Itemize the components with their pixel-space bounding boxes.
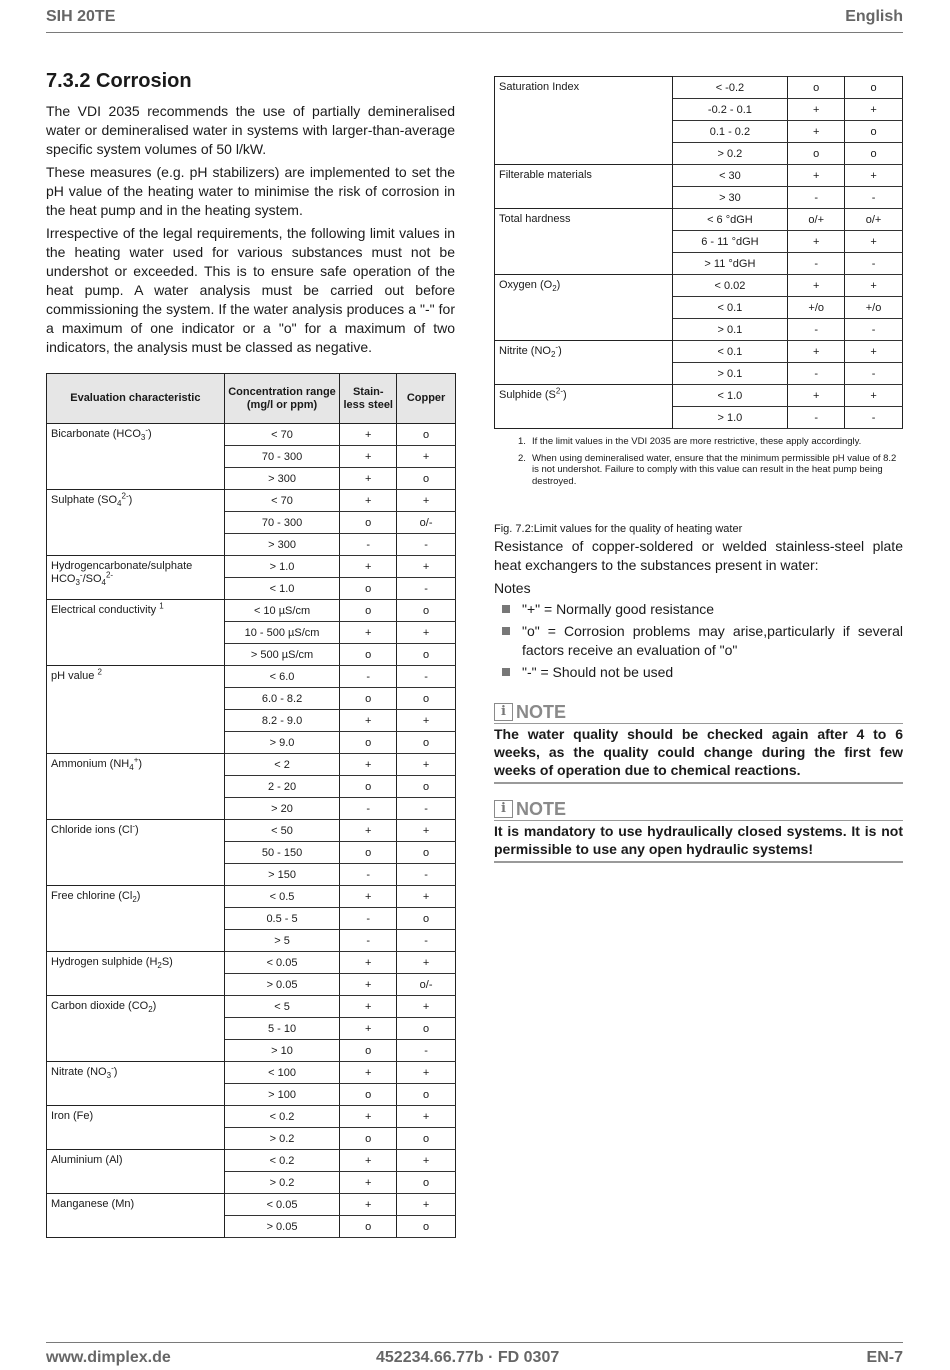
footnote: 1. If the limit values in the VDI 2035 are more restrictive, these apply accordingly. [518, 436, 862, 447]
stainless-steel-cell: - [340, 666, 397, 688]
stainless-steel-cell: + [788, 231, 845, 253]
characteristic-cell: Hydrogencarbonate/sulphate $HCO_3^-/SO_4^{2-}$ [47, 556, 225, 600]
concentration-cell: > 0.1 [672, 363, 788, 385]
concentration-cell: 70 - 300 [224, 446, 340, 468]
characteristic-cell: Sulphide $(S^{2-})$ [495, 385, 673, 429]
concentration-cell: < -0.2 [672, 77, 788, 99]
stainless-steel-cell: - [340, 534, 397, 556]
section-title: 7.3.2 Corrosion [46, 70, 192, 92]
characteristic-cell: Iron (Fe) [47, 1106, 225, 1150]
concentration-cell: > 0.05 [224, 1216, 340, 1238]
characteristic-cell: Manganese (Mn) [47, 1194, 225, 1238]
table-row [47, 556, 456, 578]
stainless-steel-cell: + [340, 996, 397, 1018]
stainless-steel-cell: + [340, 1194, 397, 1216]
copper-cell: + [397, 490, 456, 512]
footnote: 2. When using demineralised water, ensure that the minimum permissible pH value of 8.2 is not undershot. Failure to comply with this value can result in the heat pump being destroyed. [518, 452, 897, 487]
concentration-cell: < 100 [224, 1062, 340, 1084]
concentration-cell: > 0.2 [224, 1172, 340, 1194]
stainless-steel-cell: +/o [788, 297, 845, 319]
stainless-steel-cell: + [340, 1150, 397, 1172]
stainless-steel-cell: + [340, 886, 397, 908]
stainless-steel-cell: + [340, 468, 397, 490]
characteristic-cell: Filterable materials [495, 165, 673, 209]
copper-cell: o [397, 424, 456, 446]
concentration-cell: > 10 [224, 1040, 340, 1062]
concentration-cell: < 50 [224, 820, 340, 842]
stainless-steel-cell: o [340, 776, 397, 798]
copper-cell: + [845, 165, 903, 187]
stainless-steel-cell: - [340, 864, 397, 886]
concentration-cell: 0.1 - 0.2 [672, 121, 788, 143]
stainless-steel-cell: + [340, 820, 397, 842]
stainless-steel-cell: + [340, 556, 397, 578]
characteristic-cell: Electrical conductivity $^1$ [47, 600, 225, 666]
characteristic-cell: Nitrate $(NO_3^-)$ [47, 1062, 225, 1106]
concentration-cell: < 1.0 [672, 385, 788, 407]
copper-cell: - [397, 930, 456, 952]
copper-cell: o [397, 1172, 456, 1194]
right-text [494, 523, 903, 685]
stainless-steel-cell: + [340, 490, 397, 512]
concentration-cell: < 70 [224, 424, 340, 446]
stainless-steel-cell: + [340, 754, 397, 776]
copper-cell: - [397, 798, 456, 820]
copper-cell: + [397, 1194, 456, 1216]
copper-cell: o [845, 77, 903, 99]
copper-cell: + [397, 556, 456, 578]
copper-cell: - [845, 319, 903, 341]
stainless-steel-cell: o [340, 1216, 397, 1238]
concentration-cell: > 0.05 [224, 974, 340, 996]
stainless-steel-cell: + [340, 974, 397, 996]
col-header-stainless: Stain-less steel [340, 374, 397, 424]
table-row [495, 275, 903, 297]
concentration-cell: < 1.0 [224, 578, 340, 600]
concentration-cell: < 0.1 [672, 341, 788, 363]
copper-cell: o [397, 1084, 456, 1106]
stainless-steel-cell: + [788, 165, 845, 187]
copper-cell: o [397, 644, 456, 666]
page-footer [46, 1342, 903, 1369]
copper-cell: + [397, 820, 456, 842]
concentration-cell: > 0.2 [672, 143, 788, 165]
stainless-steel-cell: - [788, 253, 845, 275]
concentration-cell: > 9.0 [224, 732, 340, 754]
copper-cell: + [845, 275, 903, 297]
stainless-steel-cell: + [340, 1062, 397, 1084]
footer-page-number: EN-7 [866, 1349, 903, 1366]
table-row [495, 77, 903, 99]
concentration-cell: 6.0 - 8.2 [224, 688, 340, 710]
stainless-steel-cell: + [788, 121, 845, 143]
stainless-steel-cell: + [788, 341, 845, 363]
table-row [47, 886, 456, 908]
stainless-steel-cell: + [340, 1018, 397, 1040]
note-box [494, 702, 903, 784]
copper-cell: o [397, 776, 456, 798]
col-header-concentration: Concentration range (mg/l or ppm) [224, 374, 340, 424]
limit-values-table [46, 373, 456, 1238]
concentration-cell: 2 - 20 [224, 776, 340, 798]
stainless-steel-cell: o [340, 578, 397, 600]
note-text: It is mandatory to use hydraulically closed systems. It is not permissible to use any open hydraulic systems! [494, 821, 903, 863]
stainless-steel-cell: + [788, 385, 845, 407]
concentration-cell: > 30 [672, 187, 788, 209]
copper-cell: + [845, 99, 903, 121]
concentration-cell: < 70 [224, 490, 340, 512]
copper-cell: o [397, 1018, 456, 1040]
copper-cell: - [397, 534, 456, 556]
copper-cell: + [397, 886, 456, 908]
characteristic-cell: Saturation Index [495, 77, 673, 165]
page-header [46, 8, 903, 33]
concentration-cell: < 2 [224, 754, 340, 776]
copper-cell: o [397, 732, 456, 754]
copper-cell: - [397, 666, 456, 688]
stainless-steel-cell: + [788, 99, 845, 121]
left-column [46, 70, 455, 361]
stainless-steel-cell: + [340, 446, 397, 468]
characteristic-cell: Sulphate $(SO_4^{2-})$ [47, 490, 225, 556]
characteristic-cell: Ammonium $(NH_4^+)$ [47, 754, 225, 820]
stainless-steel-cell: - [340, 798, 397, 820]
concentration-cell: < 0.02 [672, 275, 788, 297]
note-heading: i NOTE [494, 702, 903, 724]
stainless-steel-cell: o [340, 842, 397, 864]
table-row [47, 424, 456, 446]
concentration-cell: 0.5 - 5 [224, 908, 340, 930]
stainless-steel-cell: o [340, 1084, 397, 1106]
footnotes [494, 436, 903, 492]
copper-cell: o [845, 121, 903, 143]
stainless-steel-cell: o [340, 644, 397, 666]
paragraph: The VDI 2035 recommends the use of partially demineralised water or demineralised water in systems with larger-than-average specific system volumes of 50 l/kW. [46, 103, 455, 157]
header-model: SIH 20TE [46, 8, 116, 25]
col-header-characteristic: Evaluation characteristic [47, 374, 225, 424]
note-text: The water quality should be checked again after 4 to 6 weeks, as the quality could change during the first few weeks of operation due to chemical reactions. [494, 724, 903, 784]
concentration-cell: < 10 µS/cm [224, 600, 340, 622]
characteristic-cell: Nitrite $(NO_2^-)$ [495, 341, 673, 385]
figure-caption: Fig. 7.2:Limit values for the quality of heating water [494, 523, 743, 535]
table-row [47, 1194, 456, 1216]
copper-cell: o [397, 1128, 456, 1150]
copper-cell: + [397, 1106, 456, 1128]
concentration-cell: > 1.0 [672, 407, 788, 429]
copper-cell: o [397, 1216, 456, 1238]
copper-cell: - [845, 187, 903, 209]
copper-cell: + [845, 341, 903, 363]
resistance-text: Resistance of copper-soldered or welded stainless-steel plate heat exchangers to the substances present in water: [494, 538, 903, 573]
concentration-cell: 10 - 500 µS/cm [224, 622, 340, 644]
copper-cell: + [845, 385, 903, 407]
concentration-cell: -0.2 - 0.1 [672, 99, 788, 121]
table-row [47, 754, 456, 776]
table-row [47, 820, 456, 842]
copper-cell: o [397, 688, 456, 710]
concentration-cell: > 0.2 [224, 1128, 340, 1150]
paragraph: These measures (e.g. pH stabilizers) are implemented to set the pH value of the heating water to minimise the risk of corrosion in the heat pump and in the heating system. [46, 164, 455, 218]
copper-cell: - [845, 407, 903, 429]
stainless-steel-cell: + [340, 710, 397, 732]
bullet-item: "o" = Corrosion problems may arise,particularly if several factors receive an evaluation of "o" [494, 622, 903, 660]
note-box [494, 799, 903, 863]
concentration-cell: < 6 °dGH [672, 209, 788, 231]
table-row [47, 600, 456, 622]
stainless-steel-cell: o [340, 1040, 397, 1062]
stainless-steel-cell: o [788, 143, 845, 165]
copper-cell: +/o [845, 297, 903, 319]
stainless-steel-cell: + [340, 952, 397, 974]
footer-document-number: 452234.66.77b · FD 0307 [376, 1349, 560, 1366]
table-row [495, 341, 903, 363]
info-icon: i [494, 703, 513, 721]
copper-cell: + [397, 754, 456, 776]
table-row [47, 1106, 456, 1128]
concentration-cell: < 6.0 [224, 666, 340, 688]
stainless-steel-cell: - [340, 908, 397, 930]
stainless-steel-cell: + [340, 1172, 397, 1194]
concentration-cell: > 150 [224, 864, 340, 886]
stainless-steel-cell: - [340, 930, 397, 952]
copper-cell: + [397, 446, 456, 468]
concentration-cell: < 0.2 [224, 1150, 340, 1172]
col-header-copper: Copper [397, 374, 456, 424]
table-row [47, 952, 456, 974]
bullet-item: "+" = Normally good resistance [494, 600, 903, 619]
concentration-cell: < 0.5 [224, 886, 340, 908]
characteristic-cell: Oxygen $(O_2)$ [495, 275, 673, 341]
concentration-cell: > 1.0 [224, 556, 340, 578]
table-row [495, 165, 903, 187]
table-row [495, 385, 903, 407]
copper-cell: - [397, 1040, 456, 1062]
table-row [47, 490, 456, 512]
table-row [47, 996, 456, 1018]
stainless-steel-cell: - [788, 319, 845, 341]
concentration-cell: > 20 [224, 798, 340, 820]
concentration-cell: > 500 µS/cm [224, 644, 340, 666]
copper-cell: - [845, 253, 903, 275]
copper-cell: - [845, 363, 903, 385]
copper-cell: o/- [397, 974, 456, 996]
table-row [47, 1150, 456, 1172]
concentration-cell: 8.2 - 9.0 [224, 710, 340, 732]
copper-cell: + [845, 231, 903, 253]
stainless-steel-cell: - [788, 187, 845, 209]
concentration-cell: < 30 [672, 165, 788, 187]
copper-cell: o/+ [845, 209, 903, 231]
copper-cell: + [397, 1150, 456, 1172]
copper-cell: + [397, 622, 456, 644]
concentration-cell: > 11 °dGH [672, 253, 788, 275]
paragraph: Irrespective of the legal requirements, the following limit values in the heating water used for various substances must not be undershot or exceeded. This is to ensure safe operation of the heat pump. A water analysis must be carried out before commissioning the system. If the water analysis produces a "-" for a maximum of one indicator or a "o" for a maximum of two indicators, the analysis must be classed as negative. [46, 225, 455, 355]
concentration-cell: > 100 [224, 1084, 340, 1106]
characteristic-cell: Free chlorine $(Cl_2)$ [47, 886, 225, 952]
bullet-square-icon [502, 605, 510, 613]
note-heading: i NOTE [494, 799, 903, 821]
copper-cell: o [845, 143, 903, 165]
characteristic-cell: Chloride ions (Cl-) [47, 820, 225, 886]
concentration-cell: < 0.05 [224, 952, 340, 974]
stainless-steel-cell: + [788, 275, 845, 297]
stainless-steel-cell: - [788, 363, 845, 385]
stainless-steel-cell: - [788, 407, 845, 429]
copper-cell: o [397, 908, 456, 930]
stainless-steel-cell: o [340, 732, 397, 754]
stainless-steel-cell: o [340, 600, 397, 622]
concentration-cell: 50 - 150 [224, 842, 340, 864]
table-row [495, 209, 903, 231]
stainless-steel-cell: + [340, 622, 397, 644]
concentration-cell: < 0.2 [224, 1106, 340, 1128]
table-row [47, 1062, 456, 1084]
notes-label: Notes [494, 580, 531, 596]
characteristic-cell: Carbon dioxide $(CO_2)$ [47, 996, 225, 1062]
stainless-steel-cell: + [340, 1106, 397, 1128]
copper-cell: + [397, 952, 456, 974]
stainless-steel-cell: o [788, 77, 845, 99]
info-icon: i [494, 800, 513, 818]
characteristic-cell: Hydrogen sulphide $(H_2S)$ [47, 952, 225, 996]
copper-cell: + [397, 710, 456, 732]
footer-website: www.dimplex.de [46, 1349, 171, 1366]
concentration-cell: > 300 [224, 468, 340, 490]
copper-cell: + [397, 1062, 456, 1084]
stainless-steel-cell: o [340, 688, 397, 710]
concentration-cell: 70 - 300 [224, 512, 340, 534]
header-language: English [845, 8, 903, 25]
stainless-steel-cell: o/+ [788, 209, 845, 231]
stainless-steel-cell: + [340, 424, 397, 446]
concentration-cell: < 0.1 [672, 297, 788, 319]
characteristic-cell: Bicarbonate $(HCO_3^-)$ [47, 424, 225, 490]
bullet-square-icon [502, 668, 510, 676]
copper-cell: - [397, 864, 456, 886]
concentration-cell: > 0.1 [672, 319, 788, 341]
concentration-cell: > 5 [224, 930, 340, 952]
concentration-cell: > 300 [224, 534, 340, 556]
copper-cell: o [397, 600, 456, 622]
copper-cell: - [397, 578, 456, 600]
concentration-cell: < 5 [224, 996, 340, 1018]
bullet-item: "-" = Should not be used [494, 663, 903, 682]
concentration-cell: < 0.05 [224, 1194, 340, 1216]
copper-cell: o/- [397, 512, 456, 534]
concentration-cell: 6 - 11 °dGH [672, 231, 788, 253]
copper-cell: o [397, 842, 456, 864]
table-row [47, 666, 456, 688]
characteristic-cell: pH value $^2$ [47, 666, 225, 754]
bullet-square-icon [502, 627, 510, 635]
concentration-cell: 5 - 10 [224, 1018, 340, 1040]
characteristic-cell: Total hardness [495, 209, 673, 275]
copper-cell: o [397, 468, 456, 490]
characteristic-cell: Aluminium (Al) [47, 1150, 225, 1194]
stainless-steel-cell: o [340, 512, 397, 534]
limit-values-table-continued [494, 76, 903, 429]
stainless-steel-cell: o [340, 1128, 397, 1150]
copper-cell: + [397, 996, 456, 1018]
